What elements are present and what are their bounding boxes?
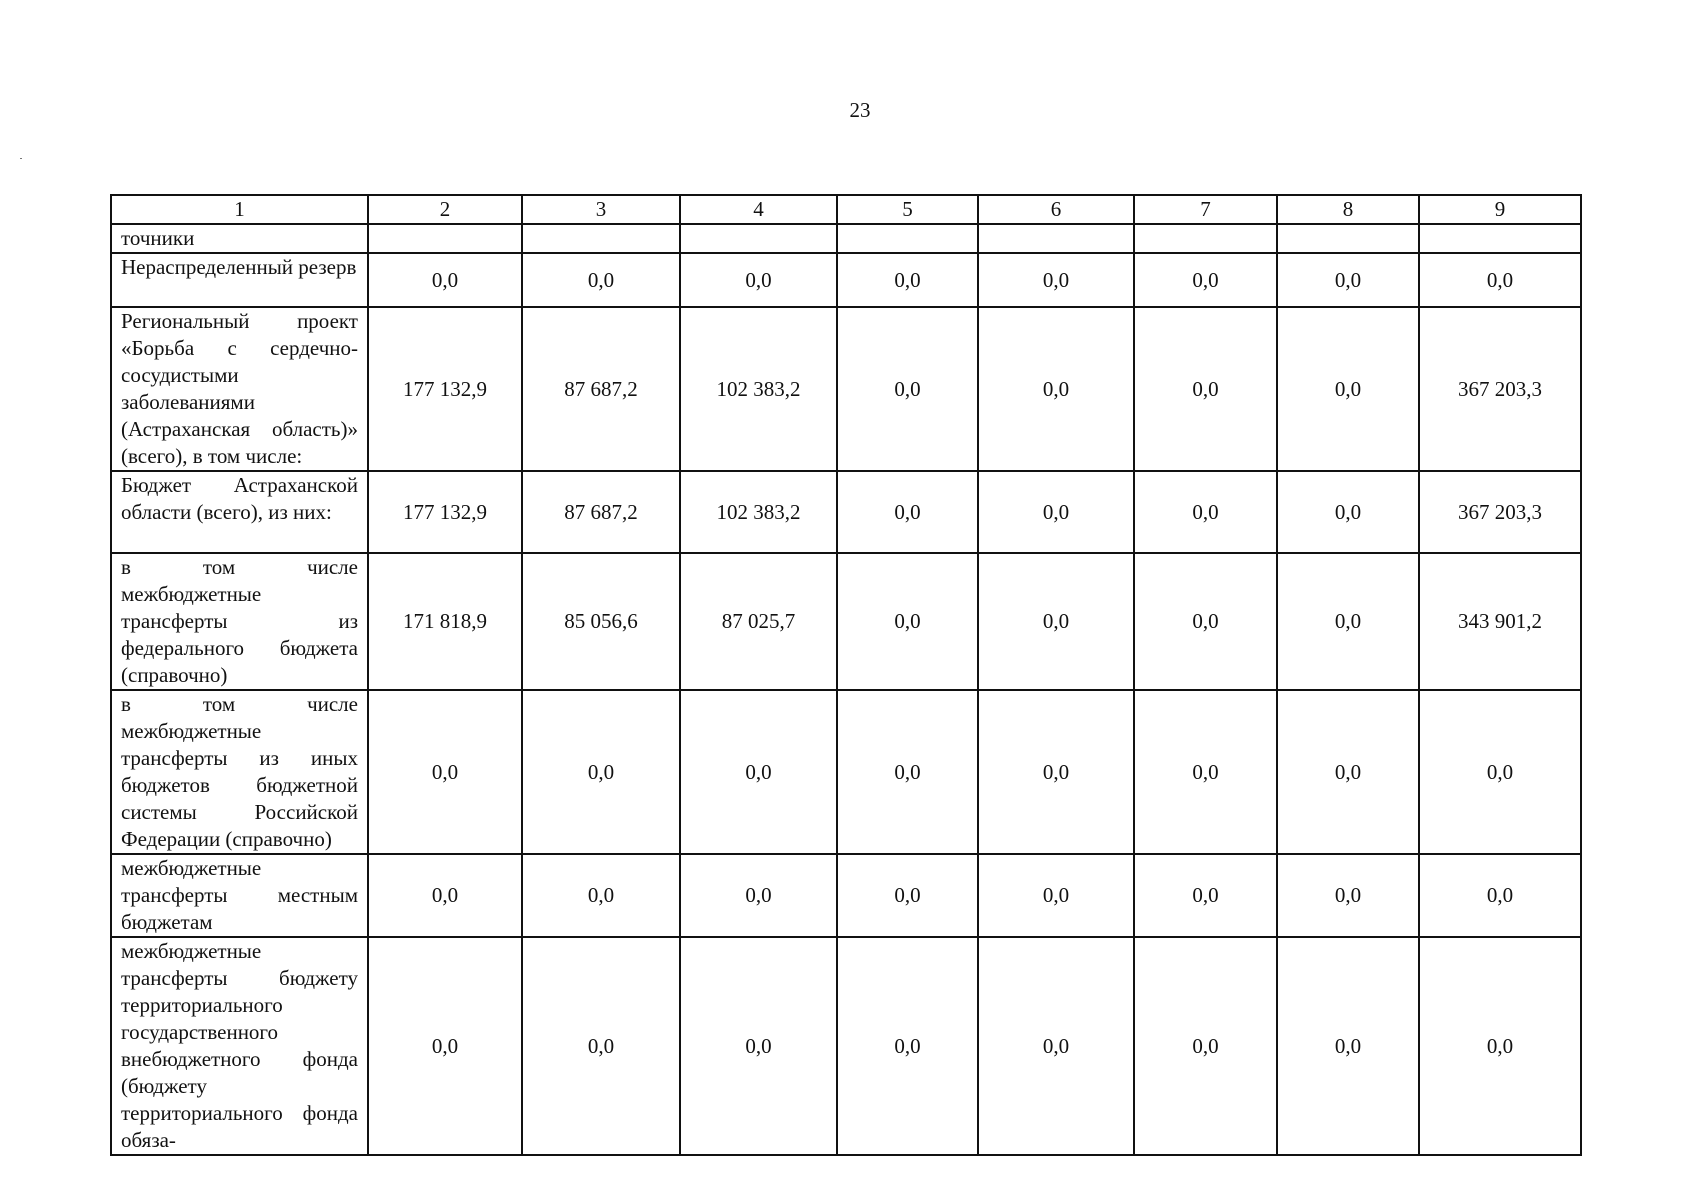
table-cell: 0,0	[1419, 937, 1581, 1155]
table-cell: 171 818,9	[368, 553, 522, 690]
table-cell: 367 203,3	[1419, 471, 1581, 553]
table-cell: 177 132,9	[368, 307, 522, 471]
table-cell: 0,0	[837, 937, 978, 1155]
table-row	[111, 224, 1581, 253]
table-cell: 0,0	[978, 690, 1134, 854]
column-header: 1	[111, 195, 368, 224]
table-cell: 0,0	[680, 854, 837, 937]
table-cell: 0,0	[1277, 690, 1419, 854]
table-cell: 0,0	[1419, 253, 1581, 307]
table-cell: 0,0	[1134, 253, 1277, 307]
table-cell: 102 383,2	[680, 307, 837, 471]
row-label	[111, 553, 368, 690]
table-cell: 0,0	[1134, 937, 1277, 1155]
table-cell: 0,0	[978, 253, 1134, 307]
table-cell	[837, 224, 978, 253]
row-label-text: Бюджет Астраханской области (всего), из них:	[121, 473, 358, 524]
table-cell	[368, 224, 522, 253]
table-cell: 0,0	[837, 471, 978, 553]
table-cell: 87 687,2	[522, 307, 680, 471]
table-cell: 0,0	[522, 937, 680, 1155]
table-cell: 0,0	[522, 690, 680, 854]
table-cell: 0,0	[1134, 471, 1277, 553]
budget-table	[110, 194, 1582, 1156]
row-label	[111, 690, 368, 854]
table-row	[111, 690, 1581, 854]
table-cell: 0,0	[1419, 854, 1581, 937]
table-header-row	[111, 195, 1581, 224]
table-cell: 0,0	[522, 854, 680, 937]
table-cell	[1134, 224, 1277, 253]
column-header: 7	[1134, 195, 1277, 224]
table-cell: 0,0	[1419, 690, 1581, 854]
column-header: 2	[368, 195, 522, 224]
column-header: 9	[1419, 195, 1581, 224]
table-cell: 0,0	[1277, 854, 1419, 937]
table-cell: 0,0	[978, 854, 1134, 937]
row-label-text: Нераспределенный резерв	[121, 255, 357, 279]
table-cell: 0,0	[522, 253, 680, 307]
row-label	[111, 854, 368, 937]
table-cell: 0,0	[1277, 553, 1419, 690]
table-cell: 0,0	[837, 253, 978, 307]
table-cell: 0,0	[1277, 307, 1419, 471]
table-row	[111, 937, 1581, 1155]
table-cell: 0,0	[1134, 307, 1277, 471]
row-label	[111, 937, 368, 1155]
column-header: 3	[522, 195, 680, 224]
table-cell: 0,0	[1134, 690, 1277, 854]
table-cell: 0,0	[680, 937, 837, 1155]
table-cell: 0,0	[837, 553, 978, 690]
table-cell: 0,0	[978, 471, 1134, 553]
table-row	[111, 471, 1581, 553]
table-cell: 0,0	[1134, 553, 1277, 690]
row-label-text: Региональный проект «Борьба с сердечно-сосудистыми заболеваниями (Астраханская область)» (всего), в том числе:	[121, 309, 358, 468]
row-label-text: точники	[121, 226, 195, 250]
table-cell: 0,0	[680, 690, 837, 854]
column-header: 8	[1277, 195, 1419, 224]
table-cell	[522, 224, 680, 253]
table-cell: 0,0	[1277, 471, 1419, 553]
table-cell	[1277, 224, 1419, 253]
row-label-text: межбюджетные трансферты бюджету территориального государственного внебюджетного фонда (бюджету территориального фонда обяза-	[121, 939, 358, 1152]
table-cell: 0,0	[1277, 937, 1419, 1155]
table-cell: 177 132,9	[368, 471, 522, 553]
column-header: 6	[978, 195, 1134, 224]
row-label	[111, 471, 368, 553]
column-header: 5	[837, 195, 978, 224]
table-cell: 0,0	[837, 307, 978, 471]
table-cell: 0,0	[368, 937, 522, 1155]
table-cell: 0,0	[837, 854, 978, 937]
table-cell: 0,0	[978, 307, 1134, 471]
table-cell: 367 203,3	[1419, 307, 1581, 471]
table-cell	[1419, 224, 1581, 253]
table-cell: 102 383,2	[680, 471, 837, 553]
table-row	[111, 307, 1581, 471]
table-cell: 85 056,6	[522, 553, 680, 690]
row-label	[111, 224, 368, 253]
table-cell: 87 687,2	[522, 471, 680, 553]
column-header: 4	[680, 195, 837, 224]
table-cell: 0,0	[978, 937, 1134, 1155]
table-cell: 0,0	[368, 854, 522, 937]
table-cell	[978, 224, 1134, 253]
table-cell: 87 025,7	[680, 553, 837, 690]
table-cell: 0,0	[368, 253, 522, 307]
table-cell: 0,0	[1134, 854, 1277, 937]
row-label-text: в том числе межбюджетные трансферты из федерального бюджета (справочно)	[121, 555, 358, 687]
scan-artifact	[20, 158, 22, 159]
table-cell: 0,0	[837, 690, 978, 854]
row-label	[111, 253, 368, 307]
table-cell	[680, 224, 837, 253]
row-label-text: межбюджетные трансферты местным бюджетам	[121, 856, 358, 934]
table-cell: 0,0	[368, 690, 522, 854]
row-label	[111, 307, 368, 471]
table-row	[111, 253, 1581, 307]
table-row	[111, 553, 1581, 690]
row-label-text: в том числе межбюджетные трансферты из иных бюджетов бюджетной системы Российской Федерации (справочно)	[121, 692, 358, 851]
table-cell: 343 901,2	[1419, 553, 1581, 690]
page-number: 23	[849, 98, 871, 122]
table-cell: 0,0	[680, 253, 837, 307]
table-row	[111, 854, 1581, 937]
table-cell: 0,0	[978, 553, 1134, 690]
table-cell: 0,0	[1277, 253, 1419, 307]
